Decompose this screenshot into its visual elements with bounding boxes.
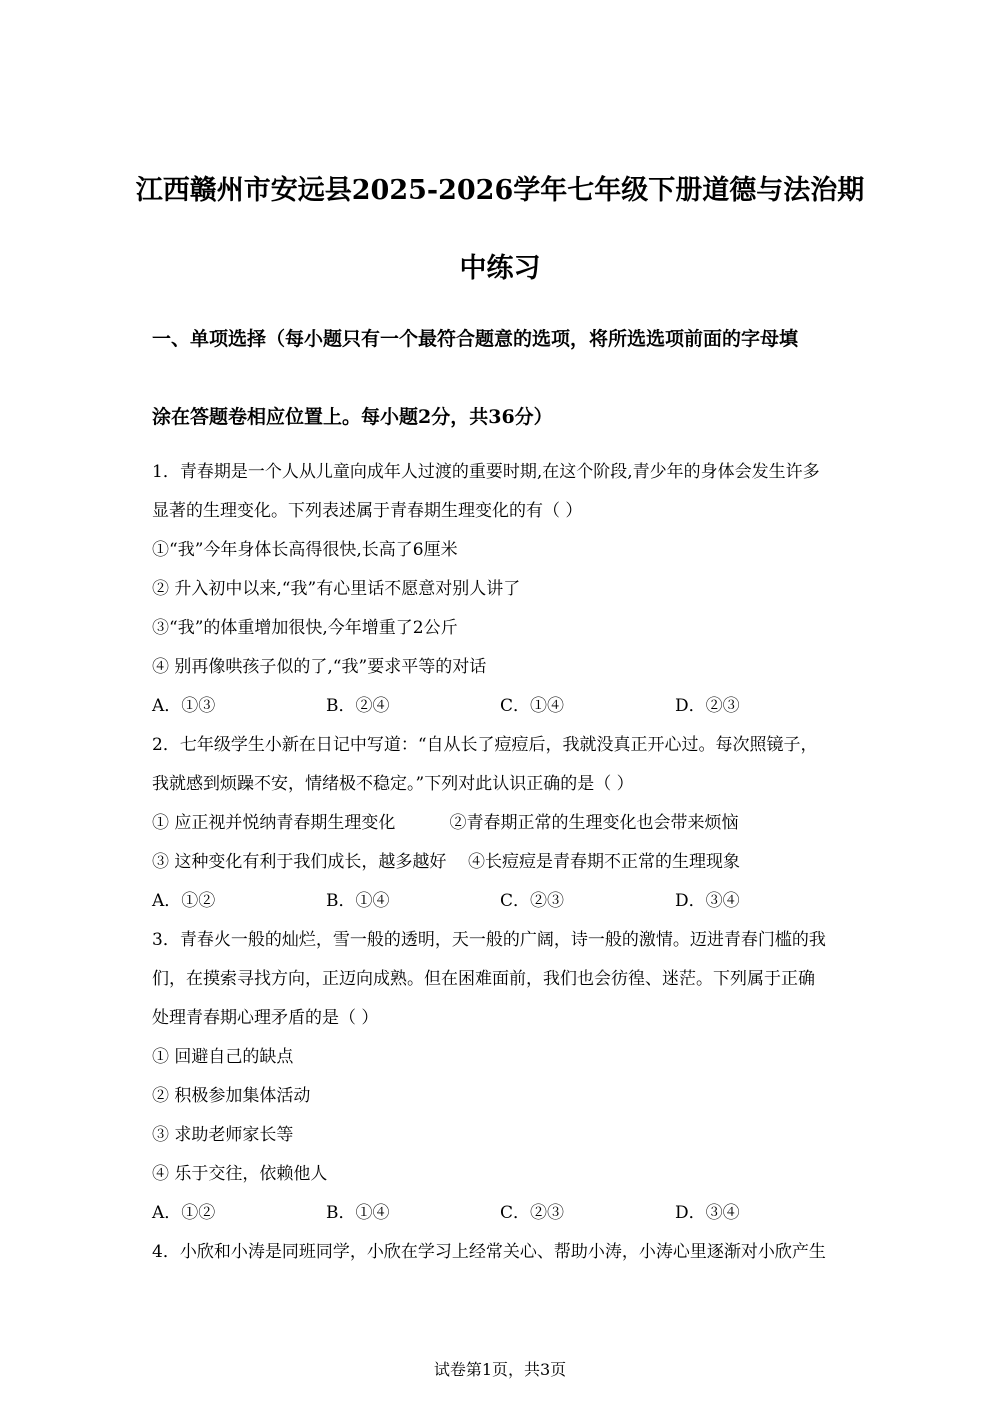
statement-item: ④ 乐于交往，依赖他人 (152, 1164, 328, 1184)
option-b: B．②④ (326, 696, 390, 716)
option-a: A．①② (152, 1203, 216, 1223)
question-stem: 1．青春期是一个人从儿童向成年人过渡的重要时期,在这个阶段,青少年的身体会发生许多 (152, 462, 820, 482)
question-stem: 处理青春期心理矛盾的是（ ） (152, 1008, 379, 1028)
option-d: D．②③ (675, 696, 740, 716)
question-stem: 3．青春火一般的灿烂，雪一般的透明，天一般的广阔，诗一般的激情。迈进青春门槛的我 (152, 930, 826, 950)
option-a: A．①③ (152, 696, 216, 716)
document-title-continued: 中练习 (459, 253, 541, 284)
statement-item: ④ 别再像哄孩子似的了,“我”要求平等的对话 (152, 657, 487, 677)
section-heading: 一、单项选择（每小题只有一个最符合题意的选项，将所选选项前面的字母填 (152, 328, 799, 350)
option-c: C．①④ (500, 696, 565, 716)
option-c: C．②③ (500, 891, 565, 911)
statement-item: ② 升入初中以来,“我”有心里话不愿意对别人讲了 (152, 579, 521, 599)
section-heading-continued: 涂在答题卷相应位置上。每小题2分，共36分） (152, 406, 553, 428)
statement-item: ① 应正视并悦纳青春期生理变化 ②青春期正常的生理变化也会带来烦恼 (152, 813, 739, 833)
document-title: 江西赣州市安远县2025-2026学年七年级下册道德与法治期 (135, 175, 865, 206)
option-b: B．①④ (326, 891, 390, 911)
question-stem: 4．小欣和小涛是同班同学，小欣在学习上经常关心、帮助小涛，小涛心里逐渐对小欣产生 (152, 1242, 826, 1262)
statement-item: ② 积极参加集体活动 (152, 1086, 311, 1106)
option-a: A．①② (152, 891, 216, 911)
statement-item: ① 回避自己的缺点 (152, 1047, 294, 1067)
question-stem: 我就感到烦躁不安，情绪极不稳定。”下列对此认识正确的是（ ） (152, 774, 634, 794)
statement-item: ①“我”今年身体长高得很快,长高了6厘米 (152, 540, 458, 560)
option-d: D．③④ (675, 891, 740, 911)
page-footer: 试卷第1页，共3页 (433, 1360, 567, 1379)
statement-item: ③ 这种变化有利于我们成长，越多越好 ④长痘痘是青春期不正常的生理现象 (152, 852, 741, 872)
option-b: B．①④ (326, 1203, 390, 1223)
statement-item: ③ 求助老师家长等 (152, 1125, 294, 1145)
option-d: D．③④ (675, 1203, 740, 1223)
question-stem: 们，在摸索寻找方向，正迈向成熟。但在困难面前，我们也会彷徨、迷茫。下列属于正确 (152, 969, 815, 989)
question-stem: 2．七年级学生小新在日记中写道：“自从长了痘痘后，我就没真正开心过。每次照镜子， (152, 735, 818, 755)
statement-item: ③“我”的体重增加很快,今年增重了2公斤 (152, 618, 458, 638)
question-stem: 显著的生理变化。下列表述属于青春期生理变化的有（ ） (152, 501, 583, 521)
option-c: C．②③ (500, 1203, 565, 1223)
